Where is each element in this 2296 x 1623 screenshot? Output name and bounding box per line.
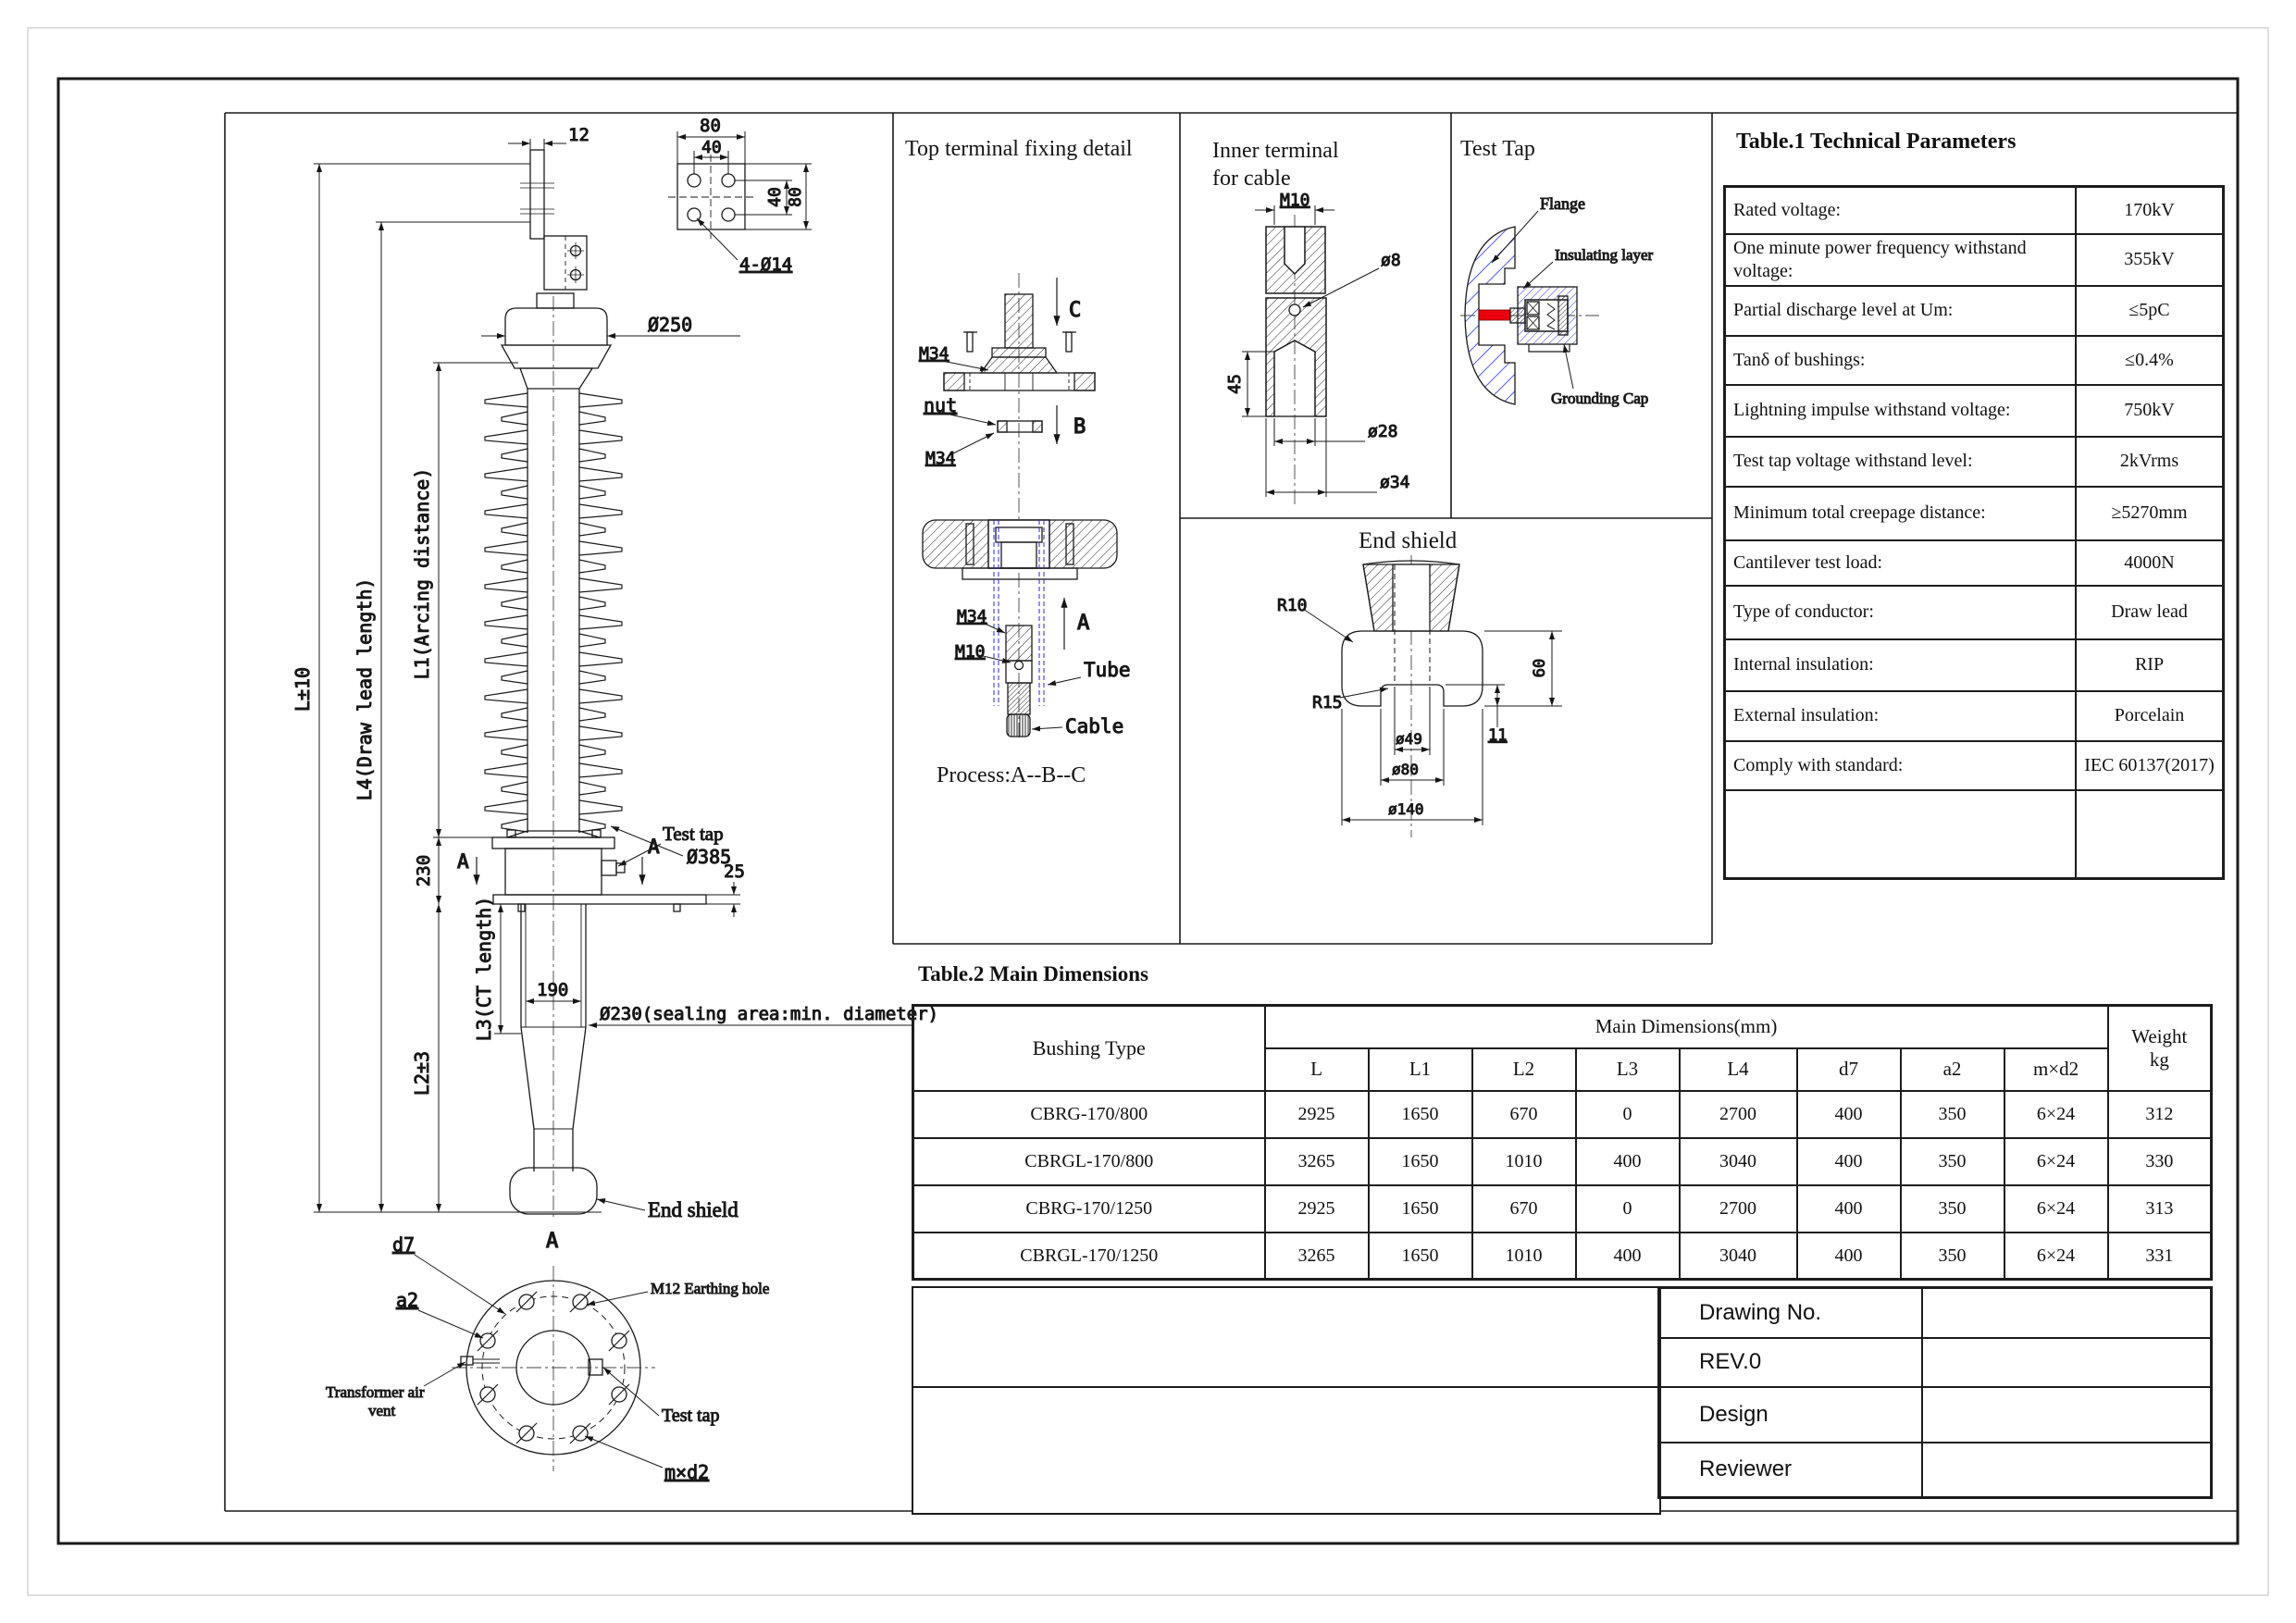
top-terminal-fixing-detail xyxy=(905,137,1133,787)
dim-25 xyxy=(706,861,745,917)
param-label: Tanδ of bushings: xyxy=(1725,336,2077,385)
bottom-view-callouts xyxy=(326,1233,769,1483)
tt-m34-2 xyxy=(925,433,994,468)
cell: 2700 xyxy=(1680,1185,1797,1233)
bushing-type-cell: CBRG-170/800 xyxy=(913,1091,1265,1138)
cell: 350 xyxy=(1901,1091,2004,1138)
tt-nut-callout xyxy=(924,394,996,425)
cell: 6×24 xyxy=(2004,1138,2108,1185)
dim-25-text: 25 xyxy=(724,861,745,882)
tt-tube-callout xyxy=(1048,659,1131,685)
plate-dim-80-top: 80 xyxy=(700,116,721,136)
col-L1: L1 xyxy=(1369,1048,1472,1091)
cell: 400 xyxy=(1576,1138,1680,1185)
top-cap xyxy=(502,293,611,389)
param-value: ≤0.4% xyxy=(2076,336,2224,385)
col-L: L xyxy=(1265,1048,1369,1091)
dim-L-text: L±10 xyxy=(292,666,314,712)
param-label: Partial discharge level at Um: xyxy=(1725,286,2077,336)
cell: 0 xyxy=(1576,1091,1680,1138)
col-weight-line1: Weight xyxy=(2131,1024,2188,1047)
rev-value xyxy=(1922,1338,2212,1387)
m12-label: M12 Earthing hole xyxy=(651,1280,770,1297)
svg-text:60: 60 xyxy=(1531,658,1549,678)
param-value: 750kV xyxy=(2076,385,2224,437)
param-value: Draw lead xyxy=(2076,586,2224,639)
cell: 0 xyxy=(1576,1185,1680,1233)
dim-12 xyxy=(508,125,590,155)
tp-conductor-red xyxy=(1479,310,1510,320)
it-title-1: Inner terminal xyxy=(1212,139,1339,163)
plate-dim-80-right: 80 xyxy=(786,187,805,207)
plate-dim-40-top: 40 xyxy=(701,138,722,157)
cell: 400 xyxy=(1797,1138,1901,1185)
param-label: Type of conductor: xyxy=(1725,586,2077,639)
table1-technical-parameters xyxy=(1723,185,2225,880)
table-row xyxy=(1725,586,2224,639)
tt-big-flange xyxy=(923,520,1117,579)
svg-text:ø80: ø80 xyxy=(1392,761,1419,778)
cell: 3040 xyxy=(1680,1233,1797,1280)
es-bulb xyxy=(1342,631,1483,706)
col-a2: a2 xyxy=(1901,1048,2004,1091)
test-tap-detail xyxy=(1460,137,1654,407)
design-value xyxy=(1922,1387,2212,1443)
table-row xyxy=(1725,790,2224,879)
svg-text:Tube: Tube xyxy=(1084,659,1131,681)
table-row xyxy=(1659,1338,2212,1387)
dim-230 xyxy=(414,837,492,904)
svg-text:Cable: Cable xyxy=(1065,715,1124,737)
plate-dim-40-right: 40 xyxy=(765,187,785,207)
cell: 400 xyxy=(1797,1091,1901,1138)
tt-title: Top terminal fixing detail xyxy=(905,137,1133,161)
section-a-label: A xyxy=(546,1230,559,1253)
it-upper-block xyxy=(1266,227,1325,293)
d7-label: d7 xyxy=(392,1233,416,1256)
cell: 6×24 xyxy=(2004,1091,2108,1138)
es-title: End shield xyxy=(1359,528,1458,553)
svg-text:M34: M34 xyxy=(919,344,949,364)
svg-text:11: 11 xyxy=(1488,726,1508,745)
a2-label: a2 xyxy=(396,1289,419,1311)
dim-230-text: 230 xyxy=(414,854,434,887)
dim-250 xyxy=(481,314,740,336)
cell: 312 xyxy=(2108,1091,2212,1138)
design-label: Design xyxy=(1659,1387,1922,1443)
col-weight xyxy=(2108,1006,2212,1091)
table-row xyxy=(1725,741,2224,790)
col-group-main-dimensions: Main Dimensions(mm) xyxy=(1265,1006,2108,1048)
param-value: 2kVrms xyxy=(2076,437,2224,487)
table-row xyxy=(1659,1288,2212,1338)
cell: 670 xyxy=(1472,1185,1576,1233)
tt-process: Process:A--B--C xyxy=(937,763,1086,787)
airvent-label-2: vent xyxy=(368,1402,396,1419)
param-label: Lightning impulse withstand voltage: xyxy=(1725,385,2077,437)
dim-190-text: 190 xyxy=(537,980,569,1000)
table-row xyxy=(1725,336,2224,385)
cell: 313 xyxy=(2108,1185,2212,1233)
svg-text:M34: M34 xyxy=(925,449,956,468)
param-label: Minimum total creepage distance: xyxy=(1725,487,2077,540)
bushing-type-cell: CBRGL-170/1250 xyxy=(913,1233,1265,1280)
dim-385-text: Ø385 xyxy=(687,846,732,868)
dim-250-text: Ø250 xyxy=(648,314,693,336)
plate-holes-label: 4-Ø14 xyxy=(739,254,793,275)
table2-main-dimensions xyxy=(912,1004,2213,1281)
cell: 2700 xyxy=(1680,1091,1797,1138)
cell: 400 xyxy=(1797,1233,1901,1280)
cell: 2925 xyxy=(1265,1091,1369,1138)
param-value: ≤5pC xyxy=(2076,286,2224,336)
bushing-type-cell: CBRG-170/1250 xyxy=(913,1185,1265,1233)
it-d28 xyxy=(1274,418,1398,446)
table-row xyxy=(1725,234,2224,286)
table-row xyxy=(913,1091,2212,1138)
svg-text:ø34: ø34 xyxy=(1380,473,1410,492)
mxd2-label: m×d2 xyxy=(664,1461,710,1483)
col-bushing-type: Bushing Type xyxy=(913,1006,1265,1091)
cell: 1650 xyxy=(1369,1233,1472,1280)
svg-text:Insulating layer: Insulating layer xyxy=(1555,246,1654,264)
reviewer-value xyxy=(1922,1443,2212,1498)
tt-b: B xyxy=(1074,415,1086,439)
svg-text:45: 45 xyxy=(1225,374,1245,394)
cell: 2925 xyxy=(1265,1185,1369,1233)
col-d7: d7 xyxy=(1797,1048,1901,1091)
param-value: Porcelain xyxy=(2076,691,2224,741)
dim-L2-text: L2±3 xyxy=(411,1050,433,1096)
col-weight-line2: kg xyxy=(2149,1047,2169,1071)
param-value: IEC 60137(2017) xyxy=(2076,741,2224,790)
col-L4: L4 xyxy=(1680,1048,1797,1091)
cell: 1650 xyxy=(1369,1185,1472,1233)
table-row xyxy=(1725,691,2224,741)
bushing-type-cell: CBRGL-170/800 xyxy=(913,1138,1265,1185)
title-block xyxy=(1657,1286,2213,1499)
cell: 670 xyxy=(1472,1091,1576,1138)
svg-text:M34: M34 xyxy=(957,607,987,626)
cell: 1010 xyxy=(1472,1138,1576,1185)
top-terminal-rod xyxy=(520,150,587,290)
end-shield-detail xyxy=(1277,528,1562,837)
svg-text:ø28: ø28 xyxy=(1368,422,1398,441)
param-label: One minute power frequency withstand voltage: xyxy=(1725,234,2077,286)
dim-L4-text: L4(Draw lead length) xyxy=(354,577,376,801)
section-a-left: A xyxy=(457,850,469,873)
it-title-2: for cable xyxy=(1212,167,1291,191)
param-value xyxy=(2076,790,2224,879)
dim-L2 xyxy=(411,904,439,1212)
reviewer-label: Reviewer xyxy=(1659,1443,1922,1498)
param-value: 355kV xyxy=(2076,234,2224,286)
bolt-plate-detail xyxy=(668,116,812,275)
notes-box-upper xyxy=(912,1286,1661,1392)
table-row xyxy=(1725,437,2224,487)
table-row xyxy=(1725,540,2224,586)
col-L2: L2 xyxy=(1472,1048,1576,1091)
table-row xyxy=(1725,187,2224,234)
svg-text:ø49: ø49 xyxy=(1396,730,1422,748)
svg-text:Grounding Cap: Grounding Cap xyxy=(1551,390,1649,407)
param-value: RIP xyxy=(2076,639,2224,691)
table-header-row xyxy=(913,1006,2212,1048)
dim-L3 xyxy=(473,897,521,1042)
cell: 330 xyxy=(2108,1138,2212,1185)
param-value: ≥5270mm xyxy=(2076,487,2224,540)
svg-text:ø8: ø8 xyxy=(1381,251,1401,270)
col-mxd2: m×d2 xyxy=(2004,1048,2108,1091)
tt-m34-3 xyxy=(957,607,1005,633)
svg-text:Flange: Flange xyxy=(1540,194,1585,213)
tp-title: Test Tap xyxy=(1460,137,1535,161)
svg-text:M10: M10 xyxy=(955,642,986,662)
tt-m10 xyxy=(955,642,1011,663)
tt-c: C xyxy=(1069,299,1082,322)
dim-190 xyxy=(526,980,581,1001)
sealing-callout xyxy=(589,1004,938,1025)
param-label: Rated voltage: xyxy=(1725,187,2077,234)
param-label: Cantilever test load: xyxy=(1725,540,2077,586)
cell: 331 xyxy=(2108,1233,2212,1280)
drawing-no-label: Drawing No. xyxy=(1659,1288,1922,1338)
param-label: Internal insulation: xyxy=(1725,639,2077,691)
dim-L3-text: L3(CT length) xyxy=(473,896,495,1042)
cell: 3265 xyxy=(1265,1138,1369,1185)
param-label: Test tap voltage withstand level: xyxy=(1725,437,2077,487)
cell: 400 xyxy=(1797,1185,1901,1233)
param-label: External insulation: xyxy=(1725,691,2077,741)
cell: 3265 xyxy=(1265,1233,1369,1280)
svg-text:ø140: ø140 xyxy=(1388,800,1424,818)
dim-L1-text: L1(Arcing distance) xyxy=(411,467,433,680)
cell: 6×24 xyxy=(2004,1233,2108,1280)
table-row xyxy=(1725,385,2224,437)
main-bushing-view xyxy=(292,116,938,1483)
svg-text:nut: nut xyxy=(924,394,958,416)
cell: 350 xyxy=(1901,1185,2004,1233)
test-tap-label: Test tap xyxy=(663,823,724,845)
svg-text:M10: M10 xyxy=(1280,191,1310,210)
param-value: 170kV xyxy=(2076,187,2224,234)
param-value: 4000N xyxy=(2076,540,2224,586)
tp-assembly xyxy=(1510,287,1577,352)
end-shield-label: End shield xyxy=(648,1198,738,1221)
param-label xyxy=(1725,790,2077,879)
table-row xyxy=(913,1138,2212,1185)
table1-title: Table.1 Technical Parameters xyxy=(1736,130,2017,154)
rev-label: REV.0 xyxy=(1659,1338,1922,1387)
test-tap-bottom-label: Test tap xyxy=(662,1406,720,1426)
sealing-text: Ø230(sealing area:min. diameter) xyxy=(600,1004,939,1024)
param-label: Comply with standard: xyxy=(1725,741,2077,790)
dim-12-text: 12 xyxy=(568,125,590,145)
cell: 6×24 xyxy=(2004,1185,2108,1233)
it-lower-block xyxy=(1266,298,1326,416)
table-row xyxy=(1725,487,2224,540)
inner-terminal-detail xyxy=(1212,139,1410,507)
tt-a: A xyxy=(1077,612,1090,635)
svg-text:R10: R10 xyxy=(1277,596,1308,615)
cell: 3040 xyxy=(1680,1138,1797,1185)
table2-title: Table.2 Main Dimensions xyxy=(918,962,1149,985)
table-row xyxy=(913,1185,2212,1233)
svg-text:R15: R15 xyxy=(1312,693,1343,712)
airvent-label-1: Transformer air xyxy=(326,1383,425,1401)
cell: 1010 xyxy=(1472,1233,1576,1280)
cell: 350 xyxy=(1901,1233,2004,1280)
cell: 350 xyxy=(1901,1138,2004,1185)
tt-cable-callout xyxy=(1032,715,1123,737)
table-row xyxy=(1725,286,2224,336)
cell: 1650 xyxy=(1369,1091,1472,1138)
col-L3: L3 xyxy=(1576,1048,1680,1091)
section-a-right: A xyxy=(648,836,660,858)
tt-m34-1 xyxy=(919,344,988,370)
table-row xyxy=(913,1233,2212,1280)
cell: 1650 xyxy=(1369,1138,1472,1185)
table-row xyxy=(1725,639,2224,691)
notes-box-lower xyxy=(912,1386,1661,1515)
end-shield-callout xyxy=(597,1198,738,1221)
cell: 400 xyxy=(1576,1233,1680,1280)
table-row xyxy=(1659,1443,2212,1498)
drawing-no-value xyxy=(1922,1288,2212,1338)
tt-nut xyxy=(998,421,1042,432)
table-row xyxy=(1659,1387,2212,1443)
